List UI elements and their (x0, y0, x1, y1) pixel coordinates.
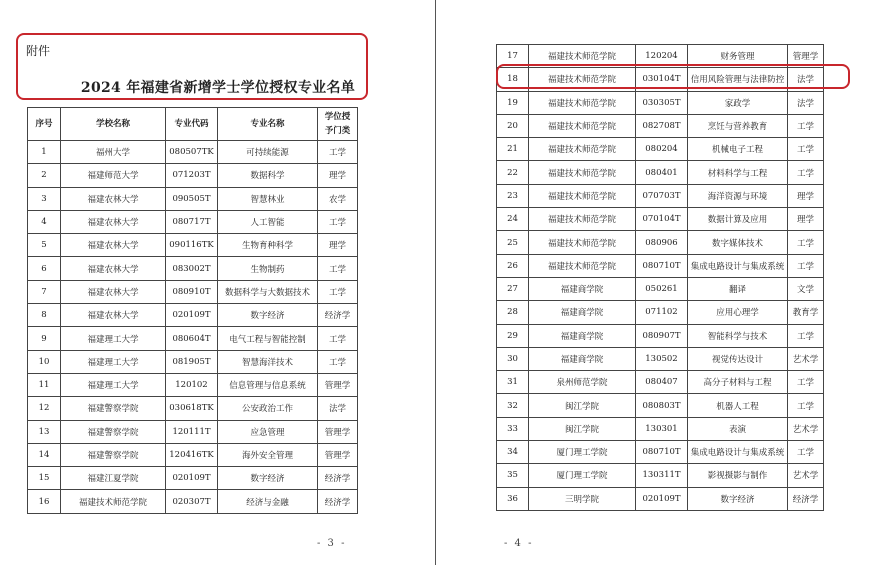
header-category: 学位授予门类 (318, 108, 358, 141)
cell-index: 20 (497, 114, 529, 137)
cell-major: 智慧林业 (218, 187, 318, 210)
cell-code: 120102 (166, 373, 218, 396)
cell-index: 11 (28, 373, 61, 396)
cell-code: 020109T (166, 304, 218, 327)
cell-school: 福建技术师范学院 (529, 184, 636, 207)
cell-category: 理学 (318, 234, 358, 257)
attachment-label: 附件 (26, 44, 51, 58)
cell-index: 5 (28, 234, 61, 257)
cell-index: 30 (497, 347, 529, 370)
cell-school: 三明学院 (529, 487, 636, 510)
table-row (28, 327, 358, 350)
table-row (28, 490, 358, 513)
table-row (28, 187, 358, 210)
cell-major: 视觉传达设计 (688, 347, 788, 370)
cell-code: 020307T (166, 490, 218, 513)
cell-major: 经济与金融 (218, 490, 318, 513)
header-code: 专业代码 (166, 108, 218, 141)
cell-index: 7 (28, 280, 61, 303)
table-row (28, 420, 358, 443)
cell-category: 工学 (788, 324, 824, 347)
cell-school: 福建农林大学 (61, 257, 166, 280)
cell-school: 泉州师范学院 (529, 371, 636, 394)
cell-code: 071203T (166, 164, 218, 187)
cell-code: 130301 (636, 417, 688, 440)
cell-school: 福建农林大学 (61, 280, 166, 303)
cell-school: 福州大学 (61, 141, 166, 164)
cell-code: 080710T (636, 254, 688, 277)
cell-school: 福建技术师范学院 (61, 490, 166, 513)
table-row (497, 394, 824, 417)
cell-code: 030618TK (166, 397, 218, 420)
cell-index: 18 (497, 68, 529, 91)
cell-school: 福建警察学院 (61, 397, 166, 420)
cell-code: 020109T (636, 487, 688, 510)
cell-category: 经济学 (318, 490, 358, 513)
cell-code: 030104T (636, 68, 688, 91)
cell-school: 福建江夏学院 (61, 467, 166, 490)
cell-index: 3 (28, 187, 61, 210)
cell-major: 生物育种科学 (218, 234, 318, 257)
cell-school: 福建警察学院 (61, 443, 166, 466)
cell-code: 080803T (636, 394, 688, 417)
cell-school: 福建警察学院 (61, 420, 166, 443)
table-row (28, 257, 358, 280)
cell-code: 080401 (636, 161, 688, 184)
cell-category: 工学 (788, 371, 824, 394)
cell-code: 030305T (636, 91, 688, 114)
cell-major: 数字媒体技术 (688, 231, 788, 254)
cell-school: 福建师范大学 (61, 164, 166, 187)
cell-school: 福建技术师范学院 (529, 208, 636, 231)
cell-index: 15 (28, 467, 61, 490)
table-row (28, 350, 358, 373)
cell-index: 26 (497, 254, 529, 277)
cell-category: 工学 (788, 138, 824, 161)
cell-category: 法学 (318, 397, 358, 420)
cell-code: 080910T (166, 280, 218, 303)
cell-category: 管理学 (318, 373, 358, 396)
cell-category: 工学 (788, 161, 824, 184)
cell-code: 070703T (636, 184, 688, 207)
cell-school: 福建技术师范学院 (529, 91, 636, 114)
table-row (497, 441, 824, 464)
cell-major: 数字经济 (688, 487, 788, 510)
cell-code: 083002T (166, 257, 218, 280)
header-school: 学校名称 (61, 108, 166, 141)
table-row (497, 371, 824, 394)
cell-major: 人工智能 (218, 210, 318, 233)
table-row (497, 91, 824, 114)
cell-code: 080204 (636, 138, 688, 161)
cell-code: 080604T (166, 327, 218, 350)
table-row (28, 397, 358, 420)
cell-code: 080717T (166, 210, 218, 233)
cell-school: 闽江学院 (529, 394, 636, 417)
cell-category: 工学 (788, 114, 824, 137)
cell-school: 福建技术师范学院 (529, 161, 636, 184)
cell-category: 经济学 (318, 467, 358, 490)
table-row (497, 347, 824, 370)
table-row (28, 234, 358, 257)
cell-code: 082708T (636, 114, 688, 137)
cell-category: 经济学 (318, 304, 358, 327)
cell-category: 教育学 (788, 301, 824, 324)
table-row (28, 280, 358, 303)
cell-major: 公安政治工作 (218, 397, 318, 420)
cell-index: 14 (28, 443, 61, 466)
cell-school: 厦门理工学院 (529, 441, 636, 464)
cell-index: 23 (497, 184, 529, 207)
cell-category: 工学 (788, 394, 824, 417)
table-row (497, 138, 824, 161)
cell-category: 文学 (788, 277, 824, 300)
cell-major: 生物制药 (218, 257, 318, 280)
cell-code: 090505T (166, 187, 218, 210)
page-number: - 3 - (317, 538, 347, 549)
cell-major: 应用心理学 (688, 301, 788, 324)
cell-index: 35 (497, 464, 529, 487)
cell-code: 080907T (636, 324, 688, 347)
cell-index: 8 (28, 304, 61, 327)
cell-school: 福建农林大学 (61, 210, 166, 233)
cell-code: 080710T (636, 441, 688, 464)
cell-category: 工学 (318, 210, 358, 233)
cell-index: 17 (497, 45, 529, 68)
cell-code: 080906 (636, 231, 688, 254)
cell-major: 数字经济 (218, 467, 318, 490)
cell-major: 智慧海洋技术 (218, 350, 318, 373)
cell-category: 管理学 (318, 420, 358, 443)
cell-school: 福建理工大学 (61, 350, 166, 373)
table-row (28, 373, 358, 396)
cell-index: 22 (497, 161, 529, 184)
cell-school: 福建技术师范学院 (529, 68, 636, 91)
document-page-3 (0, 0, 436, 565)
table-row (497, 161, 824, 184)
table-row (28, 467, 358, 490)
document-page-4 (437, 0, 878, 565)
cell-index: 16 (28, 490, 61, 513)
cell-code: 080507TK (166, 141, 218, 164)
cell-index: 6 (28, 257, 61, 280)
cell-category: 管理学 (788, 45, 824, 68)
table-header-row (28, 108, 358, 141)
table-row (497, 324, 824, 347)
cell-index: 29 (497, 324, 529, 347)
cell-major: 机器人工程 (688, 394, 788, 417)
table-row (497, 417, 824, 440)
cell-category: 农学 (318, 187, 358, 210)
cell-code: 050261 (636, 277, 688, 300)
cell-school: 福建技术师范学院 (529, 254, 636, 277)
cell-major: 高分子材料与工程 (688, 371, 788, 394)
cell-index: 10 (28, 350, 61, 373)
header-major: 专业名称 (218, 108, 318, 141)
cell-index: 4 (28, 210, 61, 233)
table-row (497, 277, 824, 300)
cell-index: 31 (497, 371, 529, 394)
cell-major: 集成电路设计与集成系统 (688, 441, 788, 464)
cell-major: 财务管理 (688, 45, 788, 68)
cell-school: 福建农林大学 (61, 187, 166, 210)
cell-category: 工学 (788, 231, 824, 254)
cell-index: 24 (497, 208, 529, 231)
cell-index: 34 (497, 441, 529, 464)
cell-code: 020109T (166, 467, 218, 490)
table-row (28, 210, 358, 233)
table-row (497, 254, 824, 277)
cell-school: 福建农林大学 (61, 304, 166, 327)
cell-index: 9 (28, 327, 61, 350)
cell-school: 福建技术师范学院 (529, 231, 636, 254)
degree-table-left (27, 107, 358, 514)
cell-category: 工学 (318, 327, 358, 350)
cell-code: 081905T (166, 350, 218, 373)
cell-school: 福建技术师范学院 (529, 138, 636, 161)
cell-major: 机械电子工程 (688, 138, 788, 161)
cell-major: 信用风险管理与法律防控 (688, 68, 788, 91)
row-highlight-box (496, 64, 850, 89)
cell-code: 070104T (636, 208, 688, 231)
table-row (497, 487, 824, 510)
cell-school: 福建商学院 (529, 301, 636, 324)
cell-index: 25 (497, 231, 529, 254)
header-index: 序号 (28, 108, 61, 141)
cell-index: 1 (28, 141, 61, 164)
cell-category: 工学 (318, 280, 358, 303)
cell-index: 19 (497, 91, 529, 114)
cell-major: 表演 (688, 417, 788, 440)
cell-school: 福建技术师范学院 (529, 45, 636, 68)
cell-major: 翻译 (688, 277, 788, 300)
cell-category: 工学 (788, 254, 824, 277)
cell-index: 12 (28, 397, 61, 420)
cell-code: 130311T (636, 464, 688, 487)
cell-school: 福建商学院 (529, 277, 636, 300)
cell-school: 福建技术师范学院 (529, 114, 636, 137)
cell-major: 数据计算及应用 (688, 208, 788, 231)
table-row (497, 208, 824, 231)
cell-major: 家政学 (688, 91, 788, 114)
cell-index: 13 (28, 420, 61, 443)
table-row (497, 464, 824, 487)
cell-index: 2 (28, 164, 61, 187)
cell-major: 影视摄影与制作 (688, 464, 788, 487)
cell-category: 工学 (318, 257, 358, 280)
cell-index: 36 (497, 487, 529, 510)
cell-category: 工学 (318, 141, 358, 164)
cell-major: 海外安全管理 (218, 443, 318, 466)
cell-major: 信息管理与信息系统 (218, 373, 318, 396)
cell-code: 120111T (166, 420, 218, 443)
cell-major: 应急管理 (218, 420, 318, 443)
cell-code: 071102 (636, 301, 688, 324)
table-row (28, 304, 358, 327)
table-row (28, 141, 358, 164)
table-row (28, 443, 358, 466)
cell-category: 法学 (788, 91, 824, 114)
page-divider (435, 0, 436, 565)
cell-school: 福建商学院 (529, 347, 636, 370)
cell-school: 厦门理工学院 (529, 464, 636, 487)
table-row (497, 301, 824, 324)
cell-major: 数字经济 (218, 304, 318, 327)
cell-index: 21 (497, 138, 529, 161)
cell-category: 理学 (318, 164, 358, 187)
cell-major: 智能科学与技术 (688, 324, 788, 347)
cell-major: 数据科学与大数据技术 (218, 280, 318, 303)
cell-index: 32 (497, 394, 529, 417)
cell-school: 闽江学院 (529, 417, 636, 440)
cell-major: 电气工程与智能控制 (218, 327, 318, 350)
cell-category: 艺术学 (788, 347, 824, 370)
cell-category: 工学 (788, 441, 824, 464)
cell-category: 管理学 (318, 443, 358, 466)
cell-code: 120204 (636, 45, 688, 68)
cell-major: 海洋资源与环境 (688, 184, 788, 207)
cell-category: 工学 (318, 350, 358, 373)
table-row (497, 231, 824, 254)
cell-major: 可持续能源 (218, 141, 318, 164)
cell-index: 33 (497, 417, 529, 440)
cell-code: 080407 (636, 371, 688, 394)
cell-school: 福建理工大学 (61, 327, 166, 350)
table-row (28, 164, 358, 187)
cell-major: 烹饪与营养教育 (688, 114, 788, 137)
cell-major: 集成电路设计与集成系统 (688, 254, 788, 277)
cell-index: 27 (497, 277, 529, 300)
degree-table-right (496, 44, 824, 511)
page-number: - 4 - (504, 538, 534, 549)
cell-category: 法学 (788, 68, 824, 91)
cell-major: 数据科学 (218, 164, 318, 187)
cell-code: 120416TK (166, 443, 218, 466)
cell-major: 材料科学与工程 (688, 161, 788, 184)
table-row (497, 114, 824, 137)
cell-index: 28 (497, 301, 529, 324)
cell-code: 090116TK (166, 234, 218, 257)
cell-category: 艺术学 (788, 464, 824, 487)
cell-category: 艺术学 (788, 417, 824, 440)
cell-school: 福建商学院 (529, 324, 636, 347)
cell-category: 理学 (788, 208, 824, 231)
table-row (497, 184, 824, 207)
cell-category: 理学 (788, 184, 824, 207)
cell-category: 经济学 (788, 487, 824, 510)
cell-school: 福建农林大学 (61, 234, 166, 257)
cell-code: 130502 (636, 347, 688, 370)
cell-school: 福建理工大学 (61, 373, 166, 396)
document-title: 2024 年福建省新增学士学位授权专业名单 (80, 80, 356, 96)
